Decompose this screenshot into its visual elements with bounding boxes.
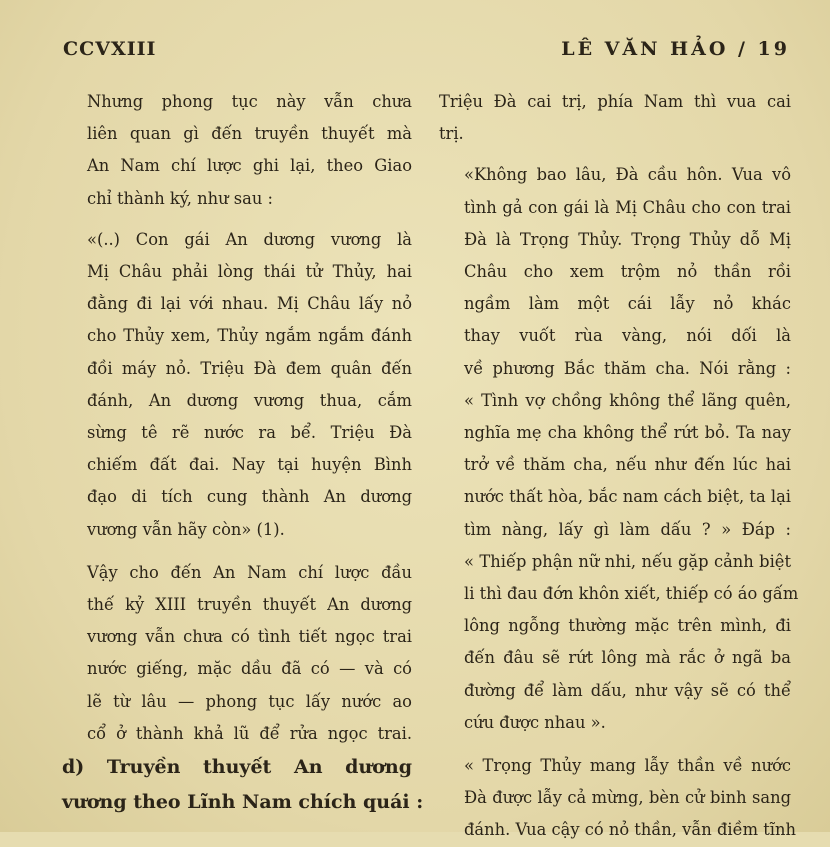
text-line: tìm nàng, lấy gì làm dấu ? » Đáp : [464, 519, 791, 539]
text-line: về phương Bắc thăm cha. Nói rằng : [464, 358, 791, 378]
text-line: đến đâu sẽ rứt lông mà rắc ở ngã ba [464, 648, 791, 668]
text-line: chiếm đất đai. Nay tại huyện Bình [87, 455, 412, 475]
text-line: Nhưng phong tục này vẫn chưa [87, 92, 412, 111]
text-line: vương vẫn hãy còn» (1). [87, 519, 285, 539]
paragraph-quote [439, 159, 799, 739]
paragraph-2 [62, 224, 412, 546]
text-line: lẽ từ lâu — phong tục lấy nước ao [87, 691, 412, 711]
text-line: thay vuốt rùa vàng, nói dối là [464, 326, 791, 346]
text-line: Đà là Trọng Thủy. Trọng Thủy dỗ Mị [464, 229, 791, 249]
text-line: đằng đi lại với nhau. Mị Châu lấy nỏ [87, 294, 412, 314]
text-line: đồi máy nỏ. Triệu Đà đem quân đến [87, 358, 412, 378]
text-line: « Thiếp phận nữ nhi, nếu gặp cảnh biệt [464, 551, 791, 571]
text-line: tình gả con gái là Mị Châu cho con trai [464, 197, 791, 217]
text-line: Triệu Đà cai trị, phía Nam thì vua cai [439, 92, 791, 111]
section-heading [62, 750, 424, 820]
text-line: sừng tê rẽ nước ra bể. Triệu Đà [87, 423, 412, 443]
text-line: cổ ở thành khả lũ để rửa ngọc trai. [87, 723, 412, 743]
paragraph-quote-2 [439, 750, 796, 847]
heading-line: vương theo Lĩnh Nam chích quái : [62, 791, 424, 814]
text-line: « Trọng Thủy mang lẫy thần về nước [464, 756, 791, 776]
text-line: chỉ thành ký, như sau : [87, 188, 273, 208]
text-line: «(..) Con gái An dương vương là [87, 229, 412, 249]
paragraph-continuation [439, 86, 791, 150]
heading-line: d) Truyền thuyết An dương [62, 756, 412, 779]
text-line: trị. [439, 124, 464, 144]
text-line: «Không bao lâu, Đà cầu hôn. Vua vô [464, 165, 791, 185]
paragraph-3 [62, 557, 412, 750]
text-line: cứu được nhau ». [464, 712, 606, 732]
paragraph-1 [62, 86, 412, 215]
text-line: thế kỷ XIII truyền thuyết An dương [87, 595, 412, 615]
text-line: cho Thủy xem, Thủy ngắm ngắm đánh [87, 326, 412, 346]
text-line: trở về thăm cha, nếu như đến lúc hai [464, 455, 791, 475]
text-line: nghĩa mẹ cha không thể rứt bỏ. Ta nay [464, 423, 791, 443]
text-line: đánh, An dương vương thua, cắm [87, 390, 412, 410]
text-line: « Tình vợ chồng không thể lãng quên, [464, 390, 791, 410]
text-line: nước giếng, mặc dầu đã có — và có [87, 659, 412, 679]
text-line: đánh. Vua cậy có nỏ thần, vẫn điềm tĩnh [464, 820, 796, 840]
text-line: li thì đau đớn khôn xiết, thiếp có áo gấm [464, 584, 799, 604]
text-line: lông ngỗng thường mặc trên mình, đi [464, 616, 791, 636]
text-line: nước thất hòa, bắc nam cách biệt, ta lại [464, 487, 791, 507]
left-column [62, 86, 424, 820]
text-line: vương vẫn chưa có tình tiết ngọc trai [87, 627, 412, 647]
text-line: Đà được lẫy cả mừng, bèn cử binh sang [464, 788, 791, 808]
right-column [439, 86, 799, 847]
text-line: liên quan gì đến truyền thuyết mà [87, 124, 412, 144]
text-line: Châu cho xem trộm nỏ thần rồi [464, 262, 791, 282]
page-header-right: LÊ VĂN HẢO / 19 [561, 38, 790, 60]
page-header-left: CCVXIII [63, 38, 157, 60]
text-line: đạo di tích cung thành An dương [87, 487, 412, 507]
text-line: ngầm làm một cái lẫy nỏ khác [464, 294, 791, 314]
text-line: Vậy cho đến An Nam chí lược đầu [87, 562, 412, 582]
text-line: An Nam chí lược ghi lại, theo Giao [87, 156, 412, 176]
text-line: Mị Châu phải lòng thái tử Thủy, hai [87, 262, 412, 282]
text-line: đường để làm dấu, như vậy sẽ có thể [464, 680, 791, 700]
